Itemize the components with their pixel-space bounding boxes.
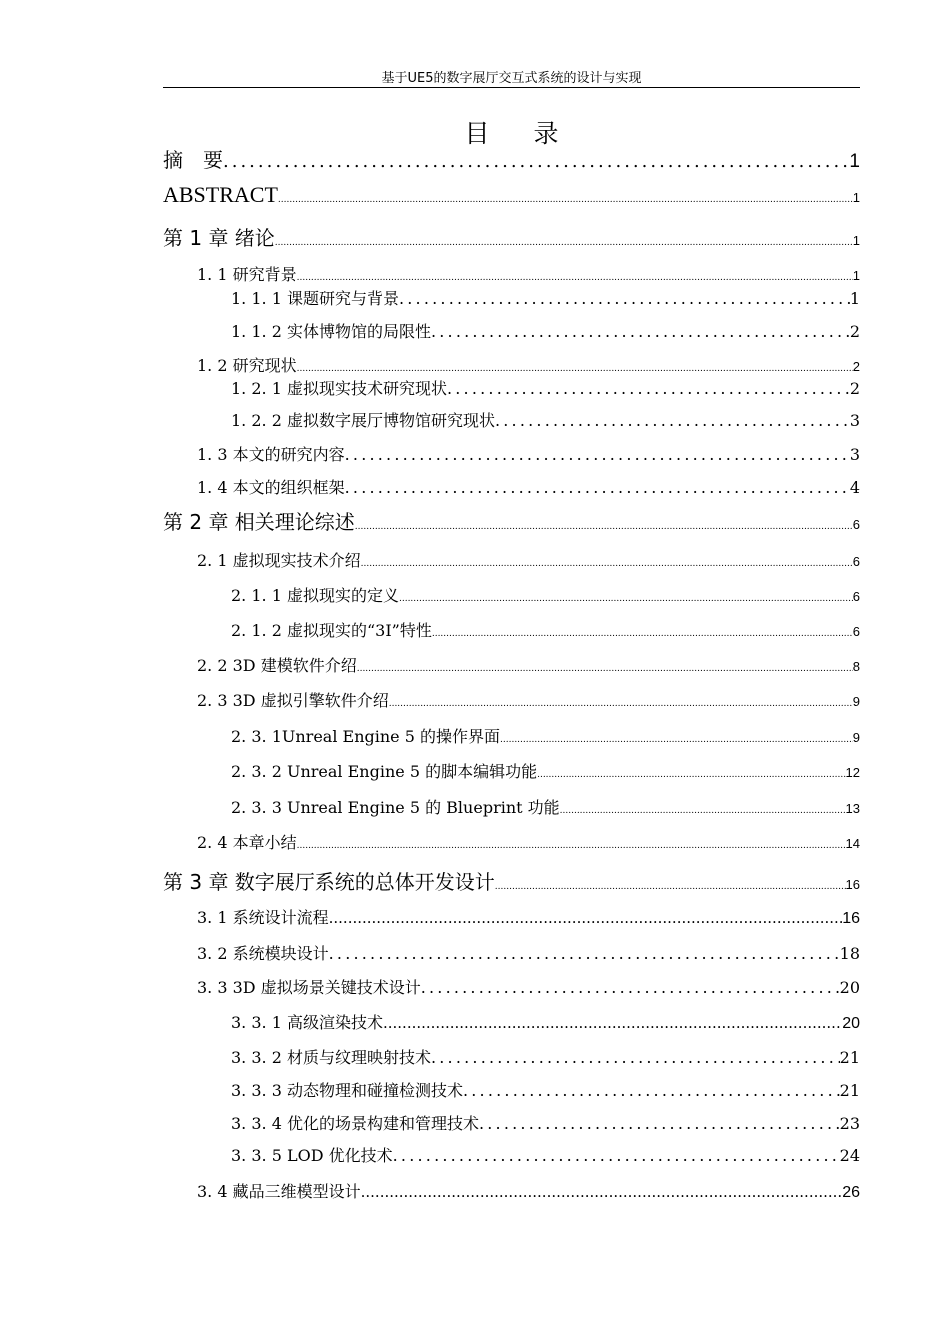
toc-entry-page: 16 (842, 910, 860, 927)
toc-leader (383, 1014, 842, 1032)
toc-leader (275, 238, 853, 248)
toc-entry-chapter-1[interactable] (163, 222, 860, 251)
toc-entry-page: 3 (849, 445, 860, 464)
toc-leader (431, 322, 850, 341)
running-header: 基于UE5的数字展厅交互式系统的设计与实现 (381, 71, 642, 86)
toc-entry-title: 1. 1 研究背景 (197, 265, 297, 284)
toc-entry-title: 第 1 章 绪论 (163, 226, 275, 250)
toc-entry-page: 13 (845, 801, 860, 816)
header-rule (163, 87, 860, 88)
toc-entry-page: 21 (839, 1081, 860, 1100)
toc-entry-2-2[interactable] (197, 653, 860, 676)
toc-entry-page: 23 (839, 1114, 860, 1133)
toc-entry-page: 2 (849, 379, 860, 398)
toc-entry-title: 3. 2 系统模块设计 (197, 944, 329, 963)
toc-entry-page: 1 (849, 151, 860, 172)
toc-entry-title: 2. 1. 2 虚拟现实的“3I”特性 (231, 621, 432, 640)
toc-leader (560, 806, 846, 816)
toc-entry-title: 3. 1 系统设计流程 (197, 908, 329, 927)
toc-entry-page: 4 (849, 478, 860, 497)
toc-entry-title: 第 3 章 数字展厅系统的总体开发设计 (163, 870, 495, 894)
toc-entry-3-3-3[interactable] (231, 1078, 860, 1101)
toc-leader (432, 629, 853, 639)
toc-leader (223, 151, 849, 172)
toc-entry-title: 3. 4 藏品三维模型设计 (197, 1182, 361, 1201)
toc-entry-title: 第 2 章 相关理论综述 (163, 510, 355, 534)
toc-entry-title: 2. 4 本章小结 (197, 833, 297, 852)
toc-entry-1-1-1[interactable] (231, 286, 860, 309)
toc-entry-page: 20 (842, 1015, 860, 1032)
toc-entry-3-1[interactable] (197, 905, 860, 928)
toc-leader (361, 559, 853, 569)
toc-entry-title: 1. 1. 2 实体博物馆的局限性 (231, 322, 431, 341)
toc-entry-page: 1 (852, 268, 860, 283)
toc-leader (278, 195, 853, 205)
toc-entry-2-3[interactable] (197, 688, 860, 711)
toc-leader (399, 289, 850, 308)
toc-entry-3-3[interactable] (197, 975, 860, 998)
toc-entry-page: 3 (849, 411, 860, 430)
toc-entry-1-1-2[interactable] (231, 319, 860, 342)
toc-entry-page: 6 (852, 624, 860, 639)
toc-leader (297, 841, 846, 851)
toc-entry-page: 21 (839, 1048, 860, 1067)
toc-entry-page: 2 (849, 322, 860, 341)
toc-leader (297, 273, 853, 283)
toc-entry-2-1-1[interactable] (231, 583, 860, 606)
toc-entry-3-2[interactable] (197, 941, 860, 964)
toc-leader (463, 1081, 840, 1100)
toc-entry-title: 3. 3. 1 高级渲染技术 (231, 1013, 383, 1032)
toc-entry-1-2[interactable] (197, 353, 860, 376)
toc-entry-page: 20 (839, 978, 860, 997)
toc-entry-title: 2. 3. 1Unreal Engine 5 的操作界面 (231, 727, 501, 746)
toc-entry-3-3-4[interactable] (231, 1111, 860, 1134)
toc-entry-title: 2. 3 3D 虚拟引擎软件介绍 (197, 691, 389, 710)
toc-entry-page: 14 (845, 836, 860, 851)
toc-leader (329, 909, 843, 927)
toc-entry-title: 2. 2 3D 建模软件介绍 (197, 656, 357, 675)
toc-leader (500, 735, 853, 745)
toc-entry-page: 24 (839, 1146, 860, 1165)
toc-leader (297, 364, 853, 374)
toc-entry-title: 1. 2 研究现状 (197, 356, 297, 375)
toc-leader (495, 882, 846, 892)
toc-entry-page: 8 (852, 659, 860, 674)
toc-entry-3-3-1[interactable] (231, 1010, 860, 1033)
toc-entry-page: 6 (852, 589, 860, 604)
toc-entry-title: 3. 3. 5 LOD 优化技术 (231, 1146, 393, 1165)
toc-entry-1-4[interactable] (197, 475, 860, 498)
toc-entry-title: 2. 3. 3 Unreal Engine 5 的 Blueprint 功能 (231, 798, 560, 817)
toc-entry-title: 摘 要 (163, 148, 223, 172)
toc-entry-2-3-1[interactable] (231, 724, 860, 747)
toc-leader (447, 379, 850, 398)
toc-entry-page: 16 (845, 877, 860, 892)
toc-entry-title: 3. 3. 3 动态物理和碰撞检测技术 (231, 1081, 463, 1100)
toc-leader (393, 1146, 840, 1165)
toc-entry-2-3-2[interactable] (231, 759, 860, 782)
toc-entry-title: 1. 2. 2 虚拟数字展厅博物馆研究现状 (231, 411, 495, 430)
toc-leader (389, 699, 853, 709)
toc-entry-page: 6 (852, 554, 860, 569)
toc-leader (355, 522, 853, 532)
toc-leader (421, 978, 840, 997)
toc-entry-title: ABSTRACT (163, 182, 278, 207)
toc-entry-3-3-2[interactable] (231, 1045, 860, 1068)
toc-entry-title: 1. 3 本文的研究内容 (197, 445, 345, 464)
toc-entry-page: 9 (852, 730, 860, 745)
toc-entry-title: 3. 3 3D 虚拟场景关键技术设计 (197, 978, 421, 997)
toc-entry-3-3-5[interactable] (231, 1143, 860, 1166)
toc-entry-page: 18 (839, 944, 860, 963)
toc-entry-title: 1. 1. 1 课题研究与背景 (231, 289, 399, 308)
toc-leader (431, 1048, 840, 1067)
toc-leader (495, 411, 850, 430)
toc-entry-1-2-1[interactable] (231, 376, 860, 399)
toc-entry-page: 12 (845, 765, 860, 780)
toc-entry-abstract-en[interactable] (163, 182, 860, 208)
toc-title: 目 录 (464, 119, 577, 148)
toc-entry-page: 9 (852, 694, 860, 709)
toc-entry-title: 1. 4 本文的组织框架 (197, 478, 345, 497)
toc-entry-1-3[interactable] (197, 442, 860, 465)
toc-leader (329, 944, 840, 963)
toc-entry-title: 1. 2. 1 虚拟现实技术研究现状 (231, 379, 447, 398)
toc-entry-2-1[interactable] (197, 548, 860, 571)
toc-leader (345, 478, 850, 497)
toc-entry-title: 3. 3. 4 优化的场景构建和管理技术 (231, 1114, 479, 1133)
toc-entry-page: 6 (852, 517, 860, 532)
toc-entry-abstract-cn[interactable] (163, 144, 860, 173)
toc-entry-title: 2. 3. 2 Unreal Engine 5 的脚本编辑功能 (231, 762, 538, 781)
toc-entry-2-1-2[interactable] (231, 618, 860, 641)
toc-leader (361, 1183, 843, 1201)
toc-entry-title: 2. 1 虚拟现实技术介绍 (197, 551, 361, 570)
toc-entry-1-2-2[interactable] (231, 408, 860, 431)
toc-entry-title: 2. 1. 1 虚拟现实的定义 (231, 586, 399, 605)
toc-leader (537, 770, 845, 780)
toc-entry-2-3-3[interactable] (231, 795, 860, 818)
toc-entry-page: 1 (852, 190, 860, 205)
toc-leader (399, 594, 853, 604)
toc-entry-chapter-3[interactable] (163, 866, 860, 895)
toc-entry-3-4[interactable] (197, 1179, 860, 1202)
toc-entry-page: 2 (852, 359, 860, 374)
toc-entry-page: 1 (852, 233, 860, 248)
toc-entry-title: 3. 3. 2 材质与纹理映射技术 (231, 1048, 431, 1067)
toc-entry-page: 26 (842, 1184, 860, 1201)
toc-leader (357, 664, 853, 674)
toc-entry-page: 1 (849, 289, 860, 308)
toc-entry-2-4[interactable] (197, 830, 860, 853)
toc-leader (479, 1114, 840, 1133)
toc-leader (345, 445, 850, 464)
toc-entry-1-1[interactable] (197, 262, 860, 285)
toc-entry-chapter-2[interactable] (163, 506, 860, 535)
